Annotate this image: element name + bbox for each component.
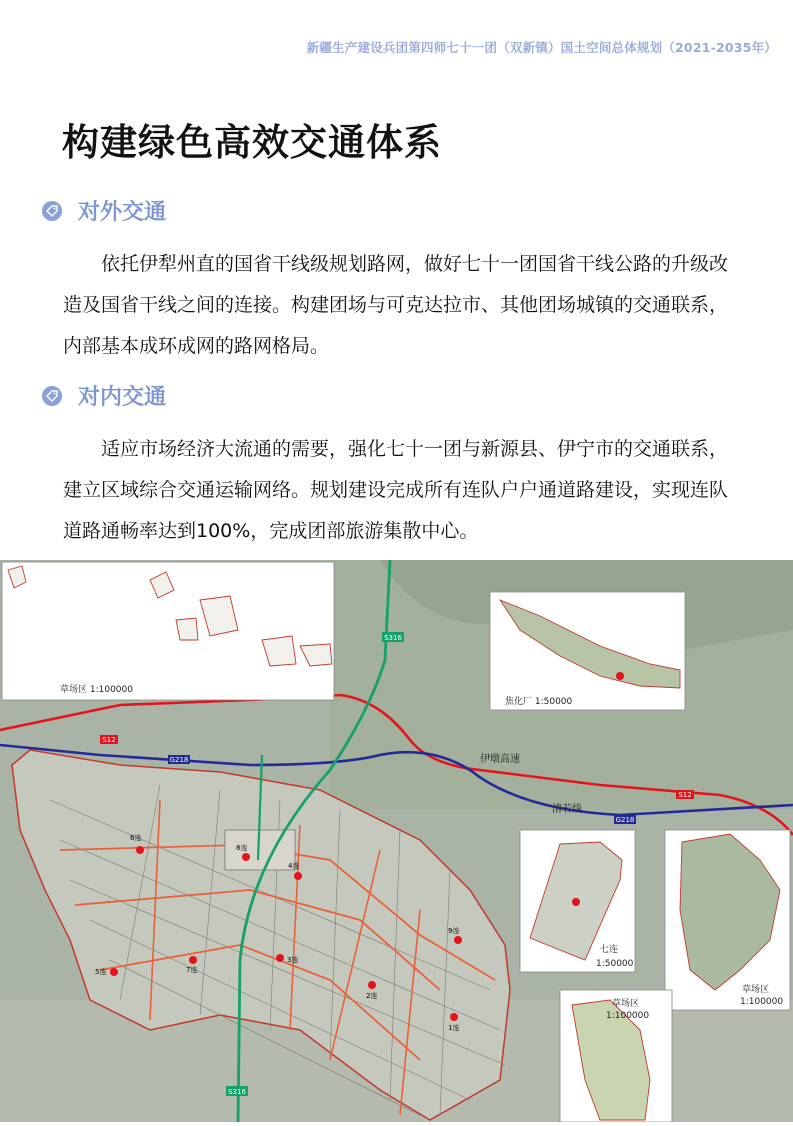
inset-huagongchang — [490, 592, 685, 710]
svg-text:草场区: 草场区 — [742, 985, 770, 995]
svg-text:2连: 2连 — [366, 992, 378, 1000]
road-label-s12-left — [100, 735, 118, 744]
svg-text:S316: S316 — [384, 634, 402, 642]
svg-text:S12: S12 — [102, 736, 116, 744]
svg-text:焦化厂 1:50000: 焦化厂 1:50000 — [505, 697, 573, 707]
tag-icon — [42, 386, 62, 406]
section-heading: 对外交通 — [78, 200, 167, 225]
svg-text:1连: 1连 — [448, 1024, 460, 1032]
svg-text:7连: 7连 — [186, 966, 198, 974]
svg-text:3连: 3连 — [287, 956, 299, 964]
inset-caochang-right — [665, 830, 790, 1010]
road-label-yidun: 伊墩高速 — [480, 754, 520, 765]
svg-text:4连: 4连 — [288, 862, 300, 870]
svg-text:G218: G218 — [615, 816, 635, 824]
section-external-traffic — [42, 195, 166, 226]
road-label-qingruo: 清若线 — [552, 804, 582, 815]
svg-text:1:100000: 1:100000 — [740, 997, 784, 1007]
svg-text:6连: 6连 — [130, 834, 142, 842]
section-body: 适应市场经济大流通的需要，强化七十一团与新源县、伊宁市的交通联系，建立区域综合交通运输网络。规划建设完成所有连队户户通道路建设，实现连队道路通畅率达到100%，完成团部旅游集散中心。 — [63, 438, 729, 542]
svg-text:草场区: 草场区 — [612, 999, 640, 1009]
section-internal-traffic — [42, 380, 166, 411]
svg-text:9连: 9连 — [448, 927, 460, 935]
inset-caochang-bottom — [560, 990, 672, 1122]
road-label-s316-top — [382, 632, 404, 642]
inset-qilian — [520, 830, 635, 972]
svg-text:S12: S12 — [678, 791, 692, 799]
tag-icon — [42, 201, 62, 221]
svg-text:G218: G218 — [169, 756, 189, 764]
document-header: 新疆生产建设兵团第四师七十一团（双新镇）国土空间总体规划（2021-2035年） — [306, 40, 777, 55]
road-label-g218-left — [168, 755, 190, 764]
section-heading: 对内交通 — [78, 385, 167, 410]
road-label-s316-bottom — [226, 1086, 248, 1096]
inset-caochang-top — [2, 562, 334, 700]
road-label-g218-right — [614, 815, 636, 824]
road-label-s12-right — [676, 790, 694, 799]
section-body: 依托伊犁州直的国省干线级规划路网，做好七十一团国省干线公路的升级改造及国省干线之间的连接。构建团场与可克达拉市、其他团场城镇的交通联系，内部基本成环成网的路网格局。 — [63, 253, 729, 357]
svg-text:1:100000: 1:100000 — [606, 1011, 650, 1021]
svg-text:1:50000: 1:50000 — [596, 959, 634, 969]
page-title: 构建绿色高效交通体系 — [62, 121, 442, 164]
svg-text:草场区 1:100000: 草场区 1:100000 — [60, 685, 133, 695]
traffic-planning-map — [0, 560, 793, 1122]
svg-text:8连: 8连 — [236, 844, 248, 852]
svg-text:七连: 七连 — [600, 945, 619, 955]
svg-text:S316: S316 — [228, 1088, 246, 1096]
svg-text:5连: 5连 — [95, 968, 107, 976]
